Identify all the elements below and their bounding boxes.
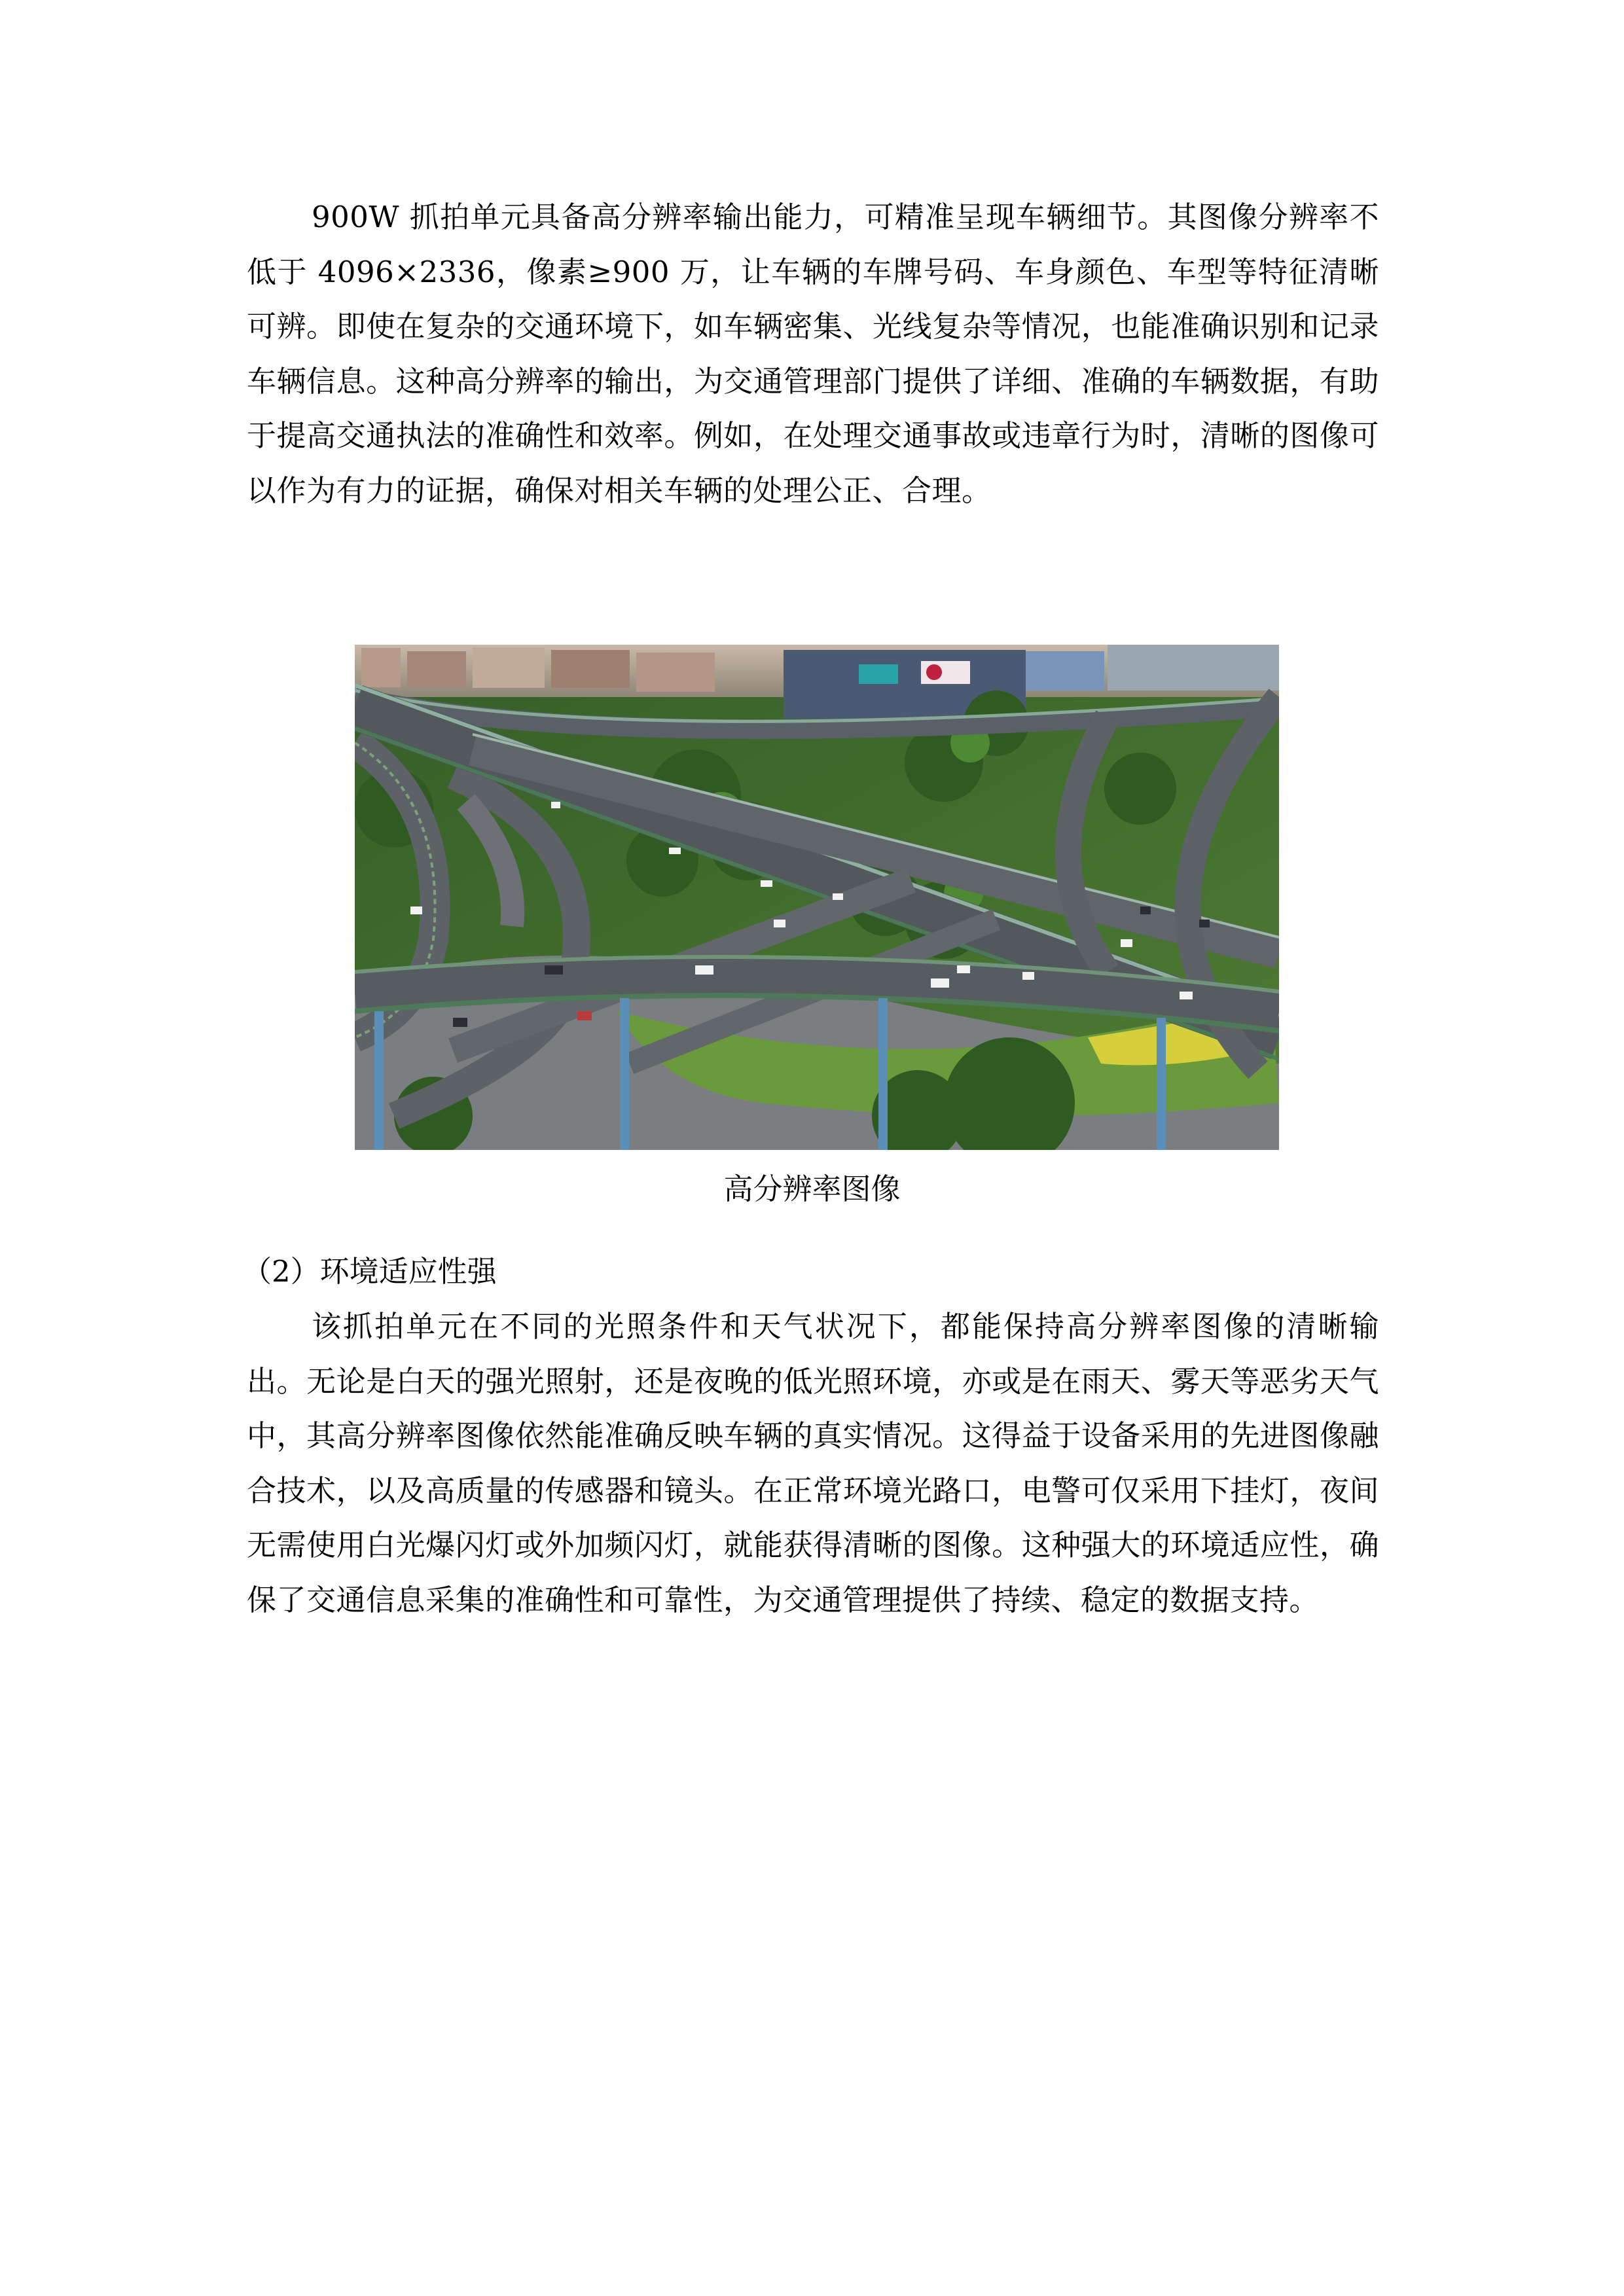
interchange-photo — [355, 645, 1279, 1150]
paragraph-high-resolution: 900W 抓拍单元具备高分辨率输出能力，可精准呈现车辆细节。其图像分辨率不低于 4096×2336，像素≥900 万，让车辆的车牌号码、车身颜色、车型等特征清晰可辨。即使在复杂的交通环境下，如车辆密集、光线复杂等情况，也能准确识别和记录车辆信息。这种高分辨率的输出，为交通管理部门提供了详细、准确的车辆数据，有助于提高交通执法的准确性和效率。例如，在处理交通事故或违章行为时，清晰的图像可以作为有力的证据，确保对相关车辆的处理公正、合理。 — [247, 200, 1379, 508]
figure-caption: 高分辨率图像 — [723, 1172, 901, 1206]
paragraph-environmental-adaptability: 该抓拍单元在不同的光照条件和天气状况下，都能保持高分辨率图像的清晰输出。无论是白天的强光照射，还是夜晚的低光照环境，亦或是在雨天、雾天等恶劣天气中，其高分辨率图像依然能准确反映车辆的真实情况。这得益于设备采用的先进图像融合技术，以及高质量的传感器和镜头。在正常环境光路口，电警可仅采用下挂灯，夜间无需使用白光爆闪灯或外加频闪灯，就能获得清晰的图像。这种强大的环境适应性，确保了交通信息采集的准确性和可靠性，为交通管理提供了持续、稳定的数据支持。 — [247, 1309, 1379, 1617]
highway-interchange-image — [355, 645, 1279, 1150]
section-heading: （2）环境适应性强 — [242, 1254, 497, 1289]
